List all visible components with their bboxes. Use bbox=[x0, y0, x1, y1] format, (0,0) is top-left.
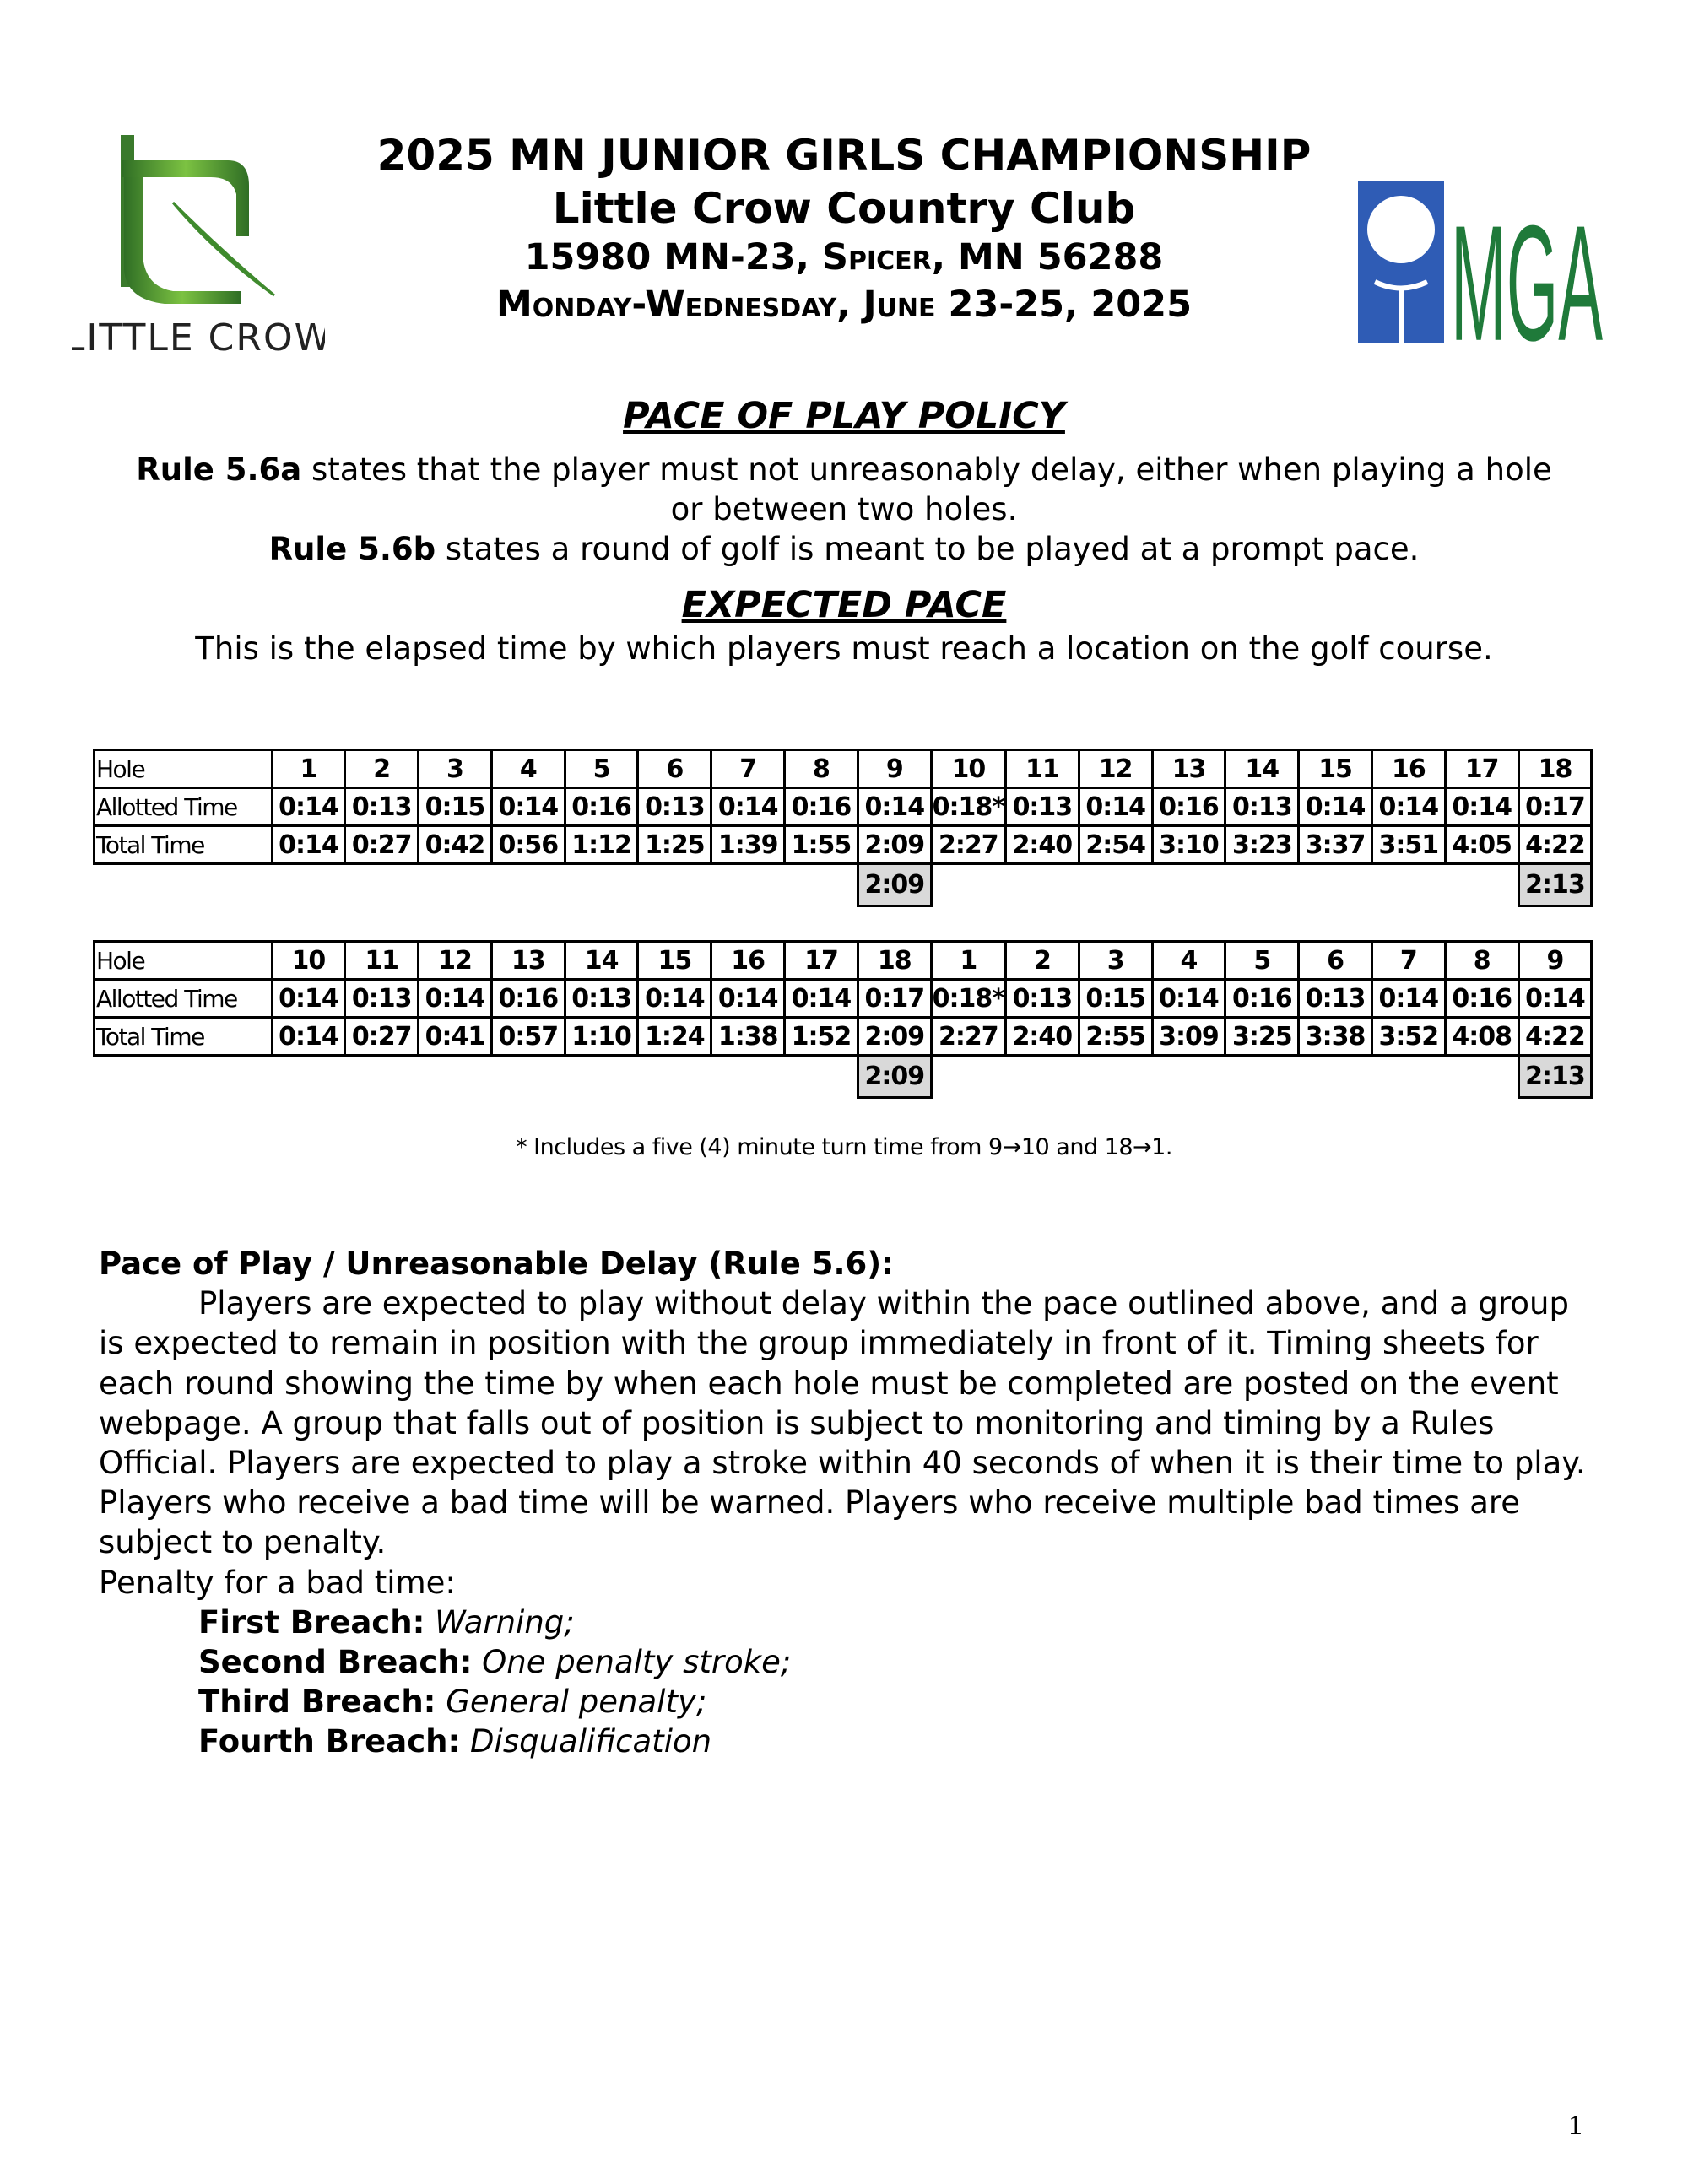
blank-cell bbox=[345, 864, 419, 906]
event-title: 2025 MN JUNIOR GIRLS CHAMPIONSHIP bbox=[376, 131, 1312, 180]
allotted-time-cell: 0:13 bbox=[638, 788, 711, 826]
total-time-cell: 1:10 bbox=[565, 1018, 638, 1056]
allotted-time-cell: 0:16 bbox=[1225, 980, 1299, 1018]
nine-subtotal-cell: 2:13 bbox=[1518, 1056, 1592, 1098]
blank-cell bbox=[1445, 864, 1518, 906]
breach-label: Second Breach: bbox=[198, 1644, 473, 1681]
table-row-total-time bbox=[94, 826, 1592, 864]
blank-cell bbox=[1445, 1056, 1518, 1098]
hole-cell: 16 bbox=[1372, 750, 1445, 788]
total-time-cell: 4:05 bbox=[1445, 826, 1518, 864]
hole-cell: 4 bbox=[1152, 942, 1225, 980]
allotted-time-cell: 0:14 bbox=[711, 788, 785, 826]
allotted-time-cell: 0:16 bbox=[491, 980, 565, 1018]
venue-address: 15980 MN-23, Spicer, MN 56288 bbox=[524, 236, 1164, 278]
expected-pace-text: This is the elapsed time by which players must reach a location on the golf course. bbox=[195, 630, 1493, 667]
pace-table-front-start bbox=[93, 749, 1593, 907]
hole-cell: 16 bbox=[711, 942, 785, 980]
rule-b-label: Rule 5.6b bbox=[268, 531, 436, 567]
rule-a-label: Rule 5.6a bbox=[136, 451, 302, 488]
nine-subtotal-cell: 2:09 bbox=[858, 1056, 931, 1098]
rule-5-6b bbox=[127, 529, 1561, 569]
blank-cell bbox=[1079, 1056, 1152, 1098]
total-time-cell: 0:14 bbox=[272, 826, 345, 864]
hole-cell: 3 bbox=[1079, 942, 1152, 980]
blank-cell bbox=[711, 864, 785, 906]
breach-item bbox=[99, 1682, 1601, 1722]
hole-cell: 18 bbox=[1518, 750, 1592, 788]
total-time-cell: 0:14 bbox=[272, 1018, 345, 1056]
total-time-cell: 2:55 bbox=[1079, 1018, 1152, 1056]
hole-cell: 11 bbox=[345, 942, 419, 980]
venue-name: Little Crow Country Club bbox=[552, 184, 1136, 233]
allotted-time-cell: 0:17 bbox=[1518, 788, 1592, 826]
total-time-cell: 3:10 bbox=[1152, 826, 1225, 864]
blank-cell bbox=[1299, 1056, 1372, 1098]
allotted-time-cell: 0:16 bbox=[1152, 788, 1225, 826]
allotted-time-cell: 0:18* bbox=[931, 788, 1005, 826]
hole-cell: 3 bbox=[419, 750, 492, 788]
total-time-cell: 0:42 bbox=[419, 826, 492, 864]
row-label: Allotted Time bbox=[94, 980, 272, 1018]
hole-cell: 15 bbox=[1299, 750, 1372, 788]
hole-cell: 5 bbox=[1225, 942, 1299, 980]
allotted-time-cell: 0:14 bbox=[419, 980, 492, 1018]
table-row-total-time bbox=[94, 1018, 1592, 1056]
total-time-cell: 3:37 bbox=[1299, 826, 1372, 864]
hole-cell: 14 bbox=[1225, 750, 1299, 788]
hole-cell: 6 bbox=[1299, 942, 1372, 980]
hole-cell: 18 bbox=[858, 942, 931, 980]
total-time-cell: 0:41 bbox=[419, 1018, 492, 1056]
total-time-cell: 2:40 bbox=[1005, 1018, 1079, 1056]
total-time-cell: 2:09 bbox=[858, 826, 931, 864]
blank-cell bbox=[711, 1056, 785, 1098]
allotted-time-cell: 0:14 bbox=[272, 788, 345, 826]
hole-cell: 2 bbox=[1005, 942, 1079, 980]
blank-cell bbox=[1079, 864, 1152, 906]
allotted-time-cell: 0:14 bbox=[1372, 980, 1445, 1018]
blank-cell bbox=[931, 1056, 1005, 1098]
allotted-time-cell: 0:13 bbox=[345, 980, 419, 1018]
blank-cell bbox=[419, 864, 492, 906]
hole-cell: 5 bbox=[565, 750, 638, 788]
allotted-time-cell: 0:16 bbox=[565, 788, 638, 826]
allotted-time-cell: 0:14 bbox=[272, 980, 345, 1018]
hole-cell: 2 bbox=[345, 750, 419, 788]
allotted-time-cell: 0:16 bbox=[1445, 980, 1518, 1018]
allotted-time-cell: 0:14 bbox=[638, 980, 711, 1018]
breach-label: Third Breach: bbox=[198, 1684, 436, 1721]
total-time-cell: 1:38 bbox=[711, 1018, 785, 1056]
row-label: Allotted Time bbox=[94, 788, 272, 826]
breach-label: First Breach: bbox=[198, 1603, 425, 1641]
blank-cell bbox=[272, 1056, 345, 1098]
total-time-cell: 0:56 bbox=[491, 826, 565, 864]
blank-cell bbox=[1005, 864, 1079, 906]
blank-cell bbox=[1372, 1056, 1445, 1098]
page-number: 1 bbox=[1568, 2110, 1582, 2141]
blank-cell bbox=[785, 1056, 858, 1098]
allotted-time-cell: 0:14 bbox=[1152, 980, 1225, 1018]
allotted-time-cell: 0:13 bbox=[345, 788, 419, 826]
nine-subtotal-cell: 2:13 bbox=[1518, 864, 1592, 906]
rule-b-text: states a round of golf is meant to be played at a prompt pace. bbox=[436, 531, 1420, 567]
turn-time-footnote: * Includes a five (4) minute turn time from 9→10 and 18→1. bbox=[516, 1134, 1172, 1160]
table-row-allotted-time bbox=[94, 788, 1592, 826]
total-time-cell: 1:12 bbox=[565, 826, 638, 864]
allotted-time-cell: 0:14 bbox=[491, 788, 565, 826]
blank-cell bbox=[565, 864, 638, 906]
hole-cell: 8 bbox=[785, 750, 858, 788]
row-label: Total Time bbox=[94, 1018, 272, 1056]
breach-item bbox=[99, 1642, 1601, 1682]
total-time-cell: 3:51 bbox=[1372, 826, 1445, 864]
hole-cell: 13 bbox=[491, 942, 565, 980]
blank-cell bbox=[491, 1056, 565, 1098]
allotted-time-cell: 0:13 bbox=[1005, 788, 1079, 826]
blank-cell bbox=[94, 1056, 272, 1098]
allotted-time-cell: 0:14 bbox=[1079, 788, 1152, 826]
allotted-time-cell: 0:13 bbox=[1225, 788, 1299, 826]
total-time-cell: 0:27 bbox=[345, 1018, 419, 1056]
svg-text:LITTLE CROW: LITTLE CROW bbox=[72, 316, 325, 359]
rule-a-text: states that the player must not unreasonably delay, either when playing a hole or between two holes. bbox=[301, 451, 1552, 527]
blank-cell bbox=[638, 864, 711, 906]
table-row-nine-subtotals bbox=[94, 864, 1592, 906]
breach-penalty: Disqualification bbox=[470, 1723, 712, 1760]
mga-logo bbox=[1358, 181, 1604, 343]
breach-item bbox=[99, 1603, 1601, 1642]
total-time-cell: 1:39 bbox=[711, 826, 785, 864]
hole-cell: 9 bbox=[858, 750, 931, 788]
allotted-time-cell: 0:14 bbox=[858, 788, 931, 826]
hole-cell: 12 bbox=[419, 942, 492, 980]
total-time-cell: 3:52 bbox=[1372, 1018, 1445, 1056]
total-time-cell: 2:27 bbox=[931, 1018, 1005, 1056]
total-time-cell: 4:08 bbox=[1445, 1018, 1518, 1056]
pace-table-back-start bbox=[93, 940, 1593, 1099]
total-time-cell: 2:09 bbox=[858, 1018, 931, 1056]
total-time-cell: 1:25 bbox=[638, 826, 711, 864]
delay-heading: Pace of Play / Unreasonable Delay (Rule 5.6): bbox=[99, 1246, 894, 1282]
row-label: Total Time bbox=[94, 826, 272, 864]
svg-text:MGA: MGA bbox=[1451, 191, 1604, 343]
total-time-cell: 0:27 bbox=[345, 826, 419, 864]
hole-cell: 4 bbox=[491, 750, 565, 788]
total-time-cell: 2:27 bbox=[931, 826, 1005, 864]
total-time-cell: 3:23 bbox=[1225, 826, 1299, 864]
table-row-hole bbox=[94, 942, 1592, 980]
hole-cell: 12 bbox=[1079, 750, 1152, 788]
breach-penalty: One penalty stroke; bbox=[482, 1644, 792, 1681]
delay-body: Players are expected to play without delay within the pace outlined above, and a group is expected to remain in position with the group immediately in front of it. Timing sheets for each round showing the time by when each hole must be completed are posted on the event webpage. A group that falls out of position is subject to monitoring and timing by a Rules Official. Players are expected to play a stroke within 40 seconds of when it is their time to play. Players who receive a bad time will be warned. Players who receive multiple bad times are subject to penalty. bbox=[99, 1285, 1586, 1561]
hole-cell: 17 bbox=[785, 942, 858, 980]
allotted-time-cell: 0:14 bbox=[785, 980, 858, 1018]
breach-label: Fourth Breach: bbox=[198, 1723, 461, 1760]
blank-cell bbox=[345, 1056, 419, 1098]
breach-penalty: Warning; bbox=[435, 1603, 575, 1641]
blank-cell bbox=[565, 1056, 638, 1098]
blank-cell bbox=[1225, 1056, 1299, 1098]
allotted-time-cell: 0:18* bbox=[931, 980, 1005, 1018]
blank-cell bbox=[785, 864, 858, 906]
blank-cell bbox=[491, 864, 565, 906]
blank-cell bbox=[94, 864, 272, 906]
total-time-cell: 3:25 bbox=[1225, 1018, 1299, 1056]
allotted-time-cell: 0:13 bbox=[565, 980, 638, 1018]
hole-cell: 13 bbox=[1152, 750, 1225, 788]
allotted-time-cell: 0:14 bbox=[1518, 980, 1592, 1018]
hole-cell: 15 bbox=[638, 942, 711, 980]
hole-cell: 9 bbox=[1518, 942, 1592, 980]
allotted-time-cell: 0:17 bbox=[858, 980, 931, 1018]
hole-cell: 14 bbox=[565, 942, 638, 980]
hole-cell: 1 bbox=[931, 942, 1005, 980]
allotted-time-cell: 0:14 bbox=[711, 980, 785, 1018]
total-time-cell: 3:09 bbox=[1152, 1018, 1225, 1056]
total-time-cell: 1:52 bbox=[785, 1018, 858, 1056]
blank-cell bbox=[1152, 864, 1225, 906]
breach-item bbox=[99, 1722, 1601, 1761]
hole-cell: 7 bbox=[1372, 942, 1445, 980]
nine-subtotal-cell: 2:09 bbox=[858, 864, 931, 906]
allotted-time-cell: 0:15 bbox=[419, 788, 492, 826]
expected-pace-heading: EXPECTED PACE bbox=[681, 584, 1007, 626]
total-time-cell: 4:22 bbox=[1518, 826, 1592, 864]
allotted-time-cell: 0:15 bbox=[1079, 980, 1152, 1018]
delay-section bbox=[99, 1244, 1601, 1762]
rule-5-6a bbox=[127, 450, 1561, 529]
penalty-intro: Penalty for a bad time: bbox=[99, 1564, 456, 1601]
hole-cell: 6 bbox=[638, 750, 711, 788]
hole-cell: 10 bbox=[931, 750, 1005, 788]
total-time-cell: 1:24 bbox=[638, 1018, 711, 1056]
allotted-time-cell: 0:14 bbox=[1445, 788, 1518, 826]
blank-cell bbox=[1005, 1056, 1079, 1098]
blank-cell bbox=[1152, 1056, 1225, 1098]
allotted-time-cell: 0:14 bbox=[1299, 788, 1372, 826]
hole-cell: 17 bbox=[1445, 750, 1518, 788]
table-row-nine-subtotals bbox=[94, 1056, 1592, 1098]
row-label: Hole bbox=[94, 750, 272, 788]
little-crow-logo bbox=[72, 127, 325, 359]
allotted-time-cell: 0:13 bbox=[1005, 980, 1079, 1018]
table-row-hole bbox=[94, 750, 1592, 788]
row-label: Hole bbox=[94, 942, 272, 980]
hole-cell: 10 bbox=[272, 942, 345, 980]
total-time-cell: 2:54 bbox=[1079, 826, 1152, 864]
hole-cell: 8 bbox=[1445, 942, 1518, 980]
total-time-cell: 4:22 bbox=[1518, 1018, 1592, 1056]
blank-cell bbox=[272, 864, 345, 906]
hole-cell: 1 bbox=[272, 750, 345, 788]
blank-cell bbox=[419, 1056, 492, 1098]
policy-heading: PACE OF PLAY POLICY bbox=[623, 395, 1065, 437]
blank-cell bbox=[638, 1056, 711, 1098]
total-time-cell: 2:40 bbox=[1005, 826, 1079, 864]
total-time-cell: 1:55 bbox=[785, 826, 858, 864]
blank-cell bbox=[1225, 864, 1299, 906]
allotted-time-cell: 0:13 bbox=[1299, 980, 1372, 1018]
allotted-time-cell: 0:16 bbox=[785, 788, 858, 826]
blank-cell bbox=[1372, 864, 1445, 906]
total-time-cell: 3:38 bbox=[1299, 1018, 1372, 1056]
breach-penalty: General penalty; bbox=[446, 1684, 707, 1721]
blank-cell bbox=[1299, 864, 1372, 906]
total-time-cell: 0:57 bbox=[491, 1018, 565, 1056]
blank-cell bbox=[931, 864, 1005, 906]
table-row-allotted-time bbox=[94, 980, 1592, 1018]
allotted-time-cell: 0:14 bbox=[1372, 788, 1445, 826]
hole-cell: 11 bbox=[1005, 750, 1079, 788]
event-dates: Monday-Wednesday, June 23-25, 2025 bbox=[495, 284, 1193, 326]
hole-cell: 7 bbox=[711, 750, 785, 788]
